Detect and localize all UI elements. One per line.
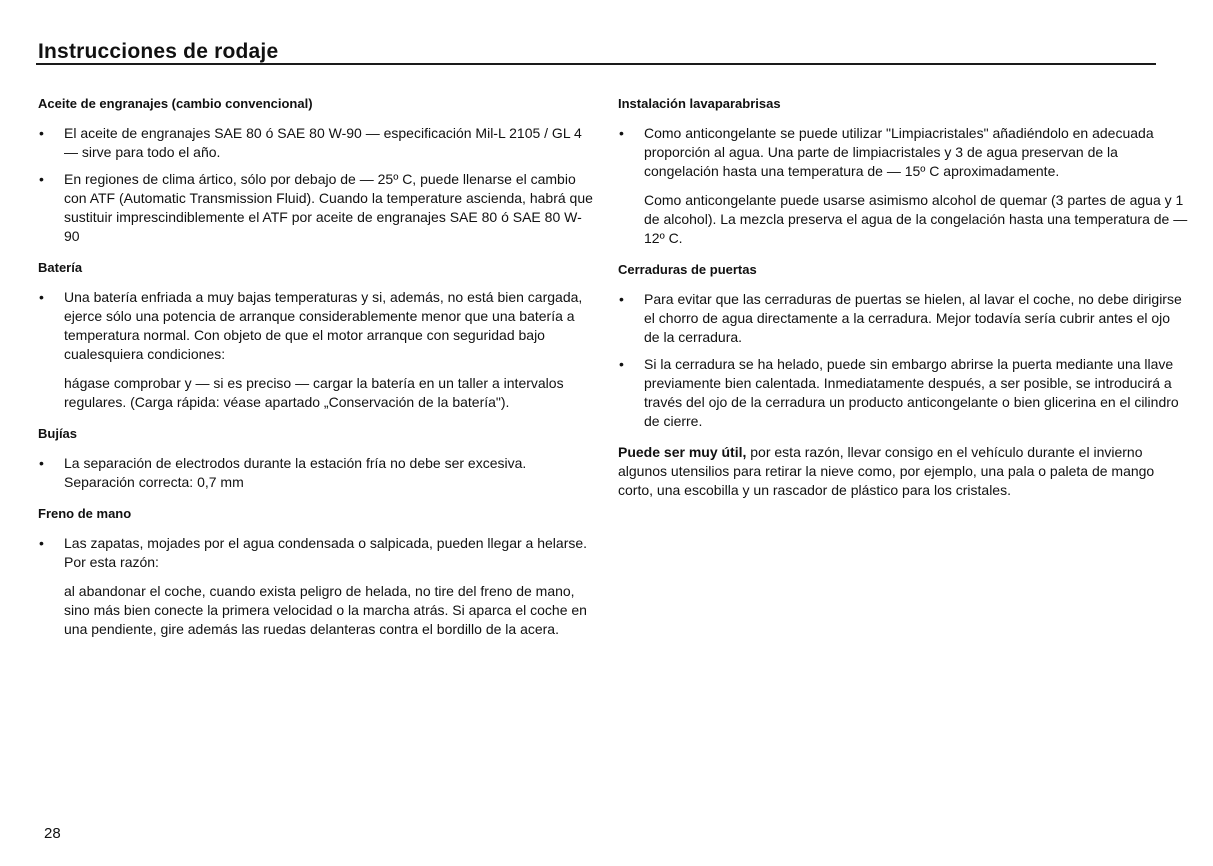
tip-text: por esta razón, llevar consigo en el vehículo durante el invierno algunos utensilios para retirar la nieve como, por ejemplo, una pala o paleta de mango corto, una escobilla y un rascador de plástico para los cristales.: [618, 444, 1155, 498]
section-aceite: [38, 94, 593, 246]
page-number: 28: [44, 825, 61, 842]
list-item: [618, 355, 1188, 431]
paragraph: Como anticongelante puede usarse asimismo alcohol de quemar (3 partes de agua y 1 de alcohol). La mezcla preserva el agua de la congelación hasta una temperatura de — 12º C.: [644, 192, 1188, 246]
list-item: [618, 290, 1188, 347]
list-item: [38, 534, 593, 572]
item-text: Para evitar que las cerraduras de puertas se hielen, al lavar el coche, no debe dirigirse el chorro de agua directamente a la cerradura. Mejor todavía sería cubrir antes el ojo de la cerradura.: [644, 291, 1182, 345]
paragraph: hágase comprobar y — si es preciso — cargar la batería en un taller a intervalos regulares. (Carga rápida: véase apartado „Conservación de la batería").: [64, 375, 564, 410]
bullet-icon: •: [39, 535, 44, 551]
paragraph: al abandonar el coche, cuando exista peligro de helada, no tire del freno de mano, sino más bien conecte la primera velocidad o la marcha atrás. Si aparca el coche en una pendiente, gire además las ruedas delanteras contra el bordillo de la acera.: [64, 583, 587, 637]
tip-lead: Puede ser muy útil,: [618, 444, 747, 460]
section-heading: Bujías: [38, 426, 78, 441]
bullet-icon: •: [619, 125, 624, 141]
bullet-icon: •: [39, 125, 44, 141]
item-text: El aceite de engranajes SAE 80 ó SAE 80 W-90 — especificación Mil-L 2105 / GL 4 — sirve para todo el año.: [64, 125, 582, 160]
bullet-icon: •: [39, 289, 44, 305]
list-item: [38, 454, 593, 492]
section-heading: Batería: [38, 260, 83, 275]
bullet-icon: •: [619, 356, 624, 372]
item-text: En regiones de clima ártico, sólo por debajo de — 25º C, puede llenarse el cambio con ATF (Automatic Transmission Fluid). Cuando la temperature ascienda, habrá que sustituir imprescindiblemente el ATF por aceite de engranajes SAE 80 ó SAE 80 W-90: [64, 171, 593, 244]
section-heading: Instalación lavaparabrisas: [618, 96, 781, 111]
section-heading: Aceite de engranajes (cambio convencional): [38, 96, 313, 111]
left-column: [38, 94, 593, 651]
item-text: Las zapatas, mojades por el agua condensada o salpicada, pueden llegar a helarse. Por esta razón:: [64, 535, 588, 570]
bullet-icon: •: [39, 171, 44, 187]
section-heading: Cerraduras de puertas: [618, 262, 757, 277]
page-title: Instrucciones de rodaje: [38, 40, 279, 63]
list-item: [38, 170, 593, 246]
item-text: Como anticongelante se puede utilizar "Limpiacristales" añadiéndolo en adecuada proporción al agua. Una parte de limpiacristales y 3 de agua preservan de la congelación hasta una temperatura de — 15º C aproximadamente.: [644, 125, 1154, 179]
bullet-icon: •: [619, 291, 624, 307]
list-item: [618, 124, 1188, 181]
item-text: La separación de electrodos durante la estación fría no debe ser excesiva. Separación correcta: 0,7 mm: [64, 455, 527, 490]
section-freno: [38, 504, 593, 639]
list-item: [38, 288, 593, 364]
section-bujias: [38, 424, 593, 492]
section-cerraduras: [618, 260, 1188, 431]
item-text: Si la cerradura se ha helado, puede sin embargo abrirse la puerta mediante una llave previamente bien calentada. Inmediatamente después, a ser posible, se introducirá a través del ojo de la cerradura un producto anticongelante o bien glicerina en el cilindro de cierre.: [644, 356, 1179, 429]
section-heading: Freno de mano: [38, 506, 132, 521]
bullet-icon: •: [39, 455, 44, 471]
tip-paragraph: [618, 443, 1188, 500]
section-lavaparabrisas: [618, 94, 1188, 248]
list-item: [38, 124, 593, 162]
item-text: Una batería enfriada a muy bajas temperaturas y si, además, no está bien cargada, ejerce sólo una potencia de arranque considerablemente menor que una batería a temperatura normal. Con objeto de que el motor arranque con seguridad bajo cualesquiera condiciones:: [64, 289, 583, 362]
title-divider: [36, 63, 1156, 65]
right-column: [618, 94, 1188, 512]
section-bateria: [38, 258, 593, 412]
section-util: [618, 443, 1188, 500]
